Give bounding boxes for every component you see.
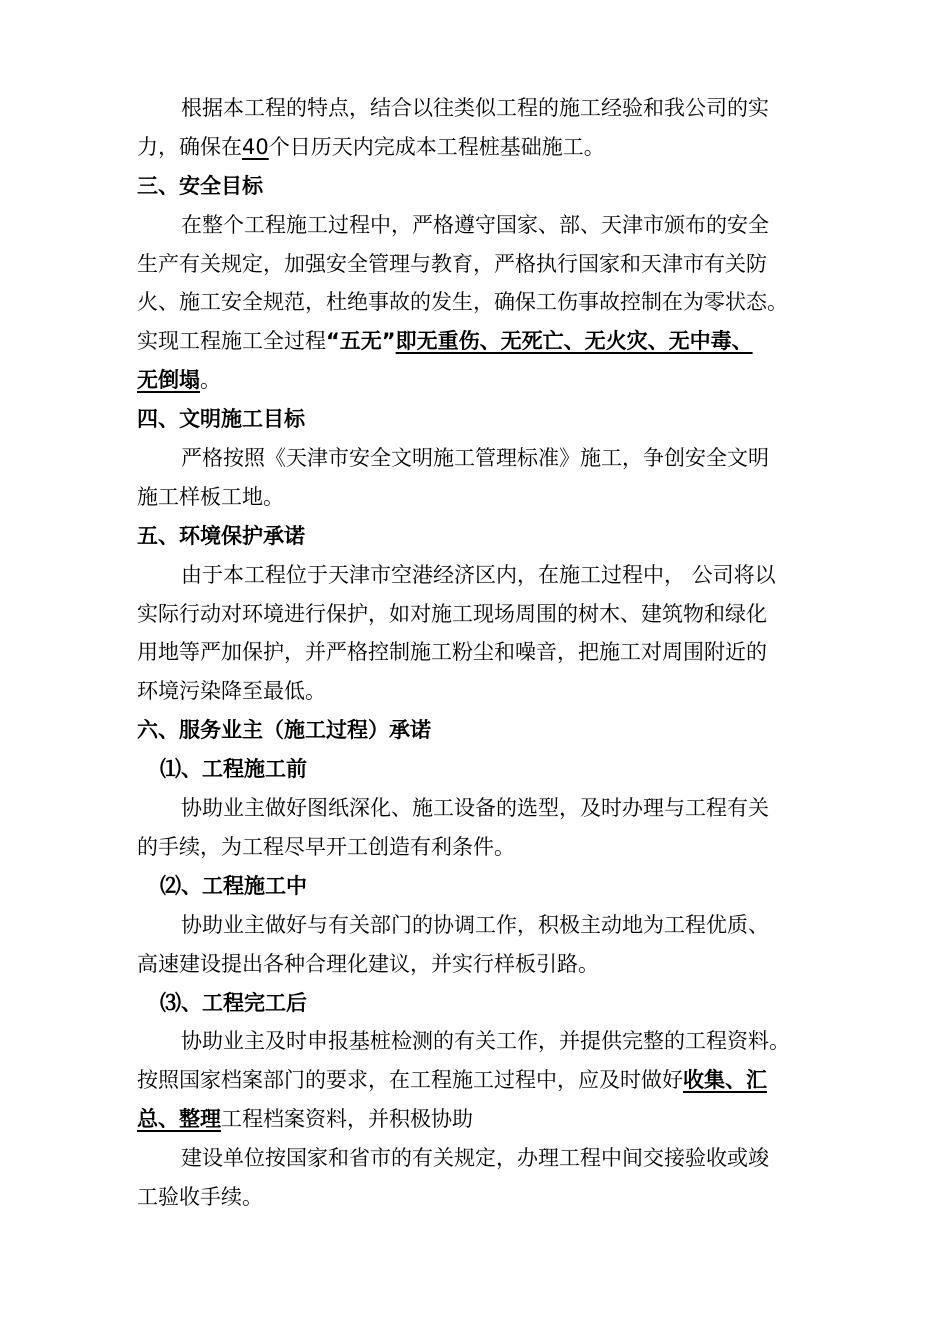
subsection-heading: ⑶、工程完工后 [160, 991, 307, 1015]
paragraph-line [181, 94, 881, 122]
paragraph-line: 在整个工程施工过程中，严格遵守国家、部、天津市颁布的安全 [181, 213, 769, 237]
paragraph-line: 火、施工安全规范，杜绝事故的发生，确保工伤事故控制在为零状态。 [137, 290, 788, 314]
paragraph-line [137, 1105, 837, 1133]
paragraph-line: 的手续，为工程尽早开工创造有利条件。 [137, 835, 515, 859]
paragraph-line: 严格按照《天津市安全文明施工管理标准》施工，争创安全文明 [181, 446, 769, 470]
text: 按照国家档案部门的要求，在工程施工过程中，应及时做好 [137, 1068, 683, 1092]
paragraph-line: 协助业主及时申报基桩检测的有关工作，并提供完整的工程资料。 [181, 1029, 790, 1053]
text: 根据本工程的特点，结合以往类似工程的施工经验和我公司的实 [181, 96, 769, 120]
paragraph-line: 实际行动对环境进行保护，如对施工现场周围的树木、建筑物和绿化 [137, 602, 767, 626]
paragraph-line: 协助业主做好与有关部门的协调工作，积极主动地为工程优质、 [181, 913, 769, 937]
bold-text: “五无” [326, 329, 396, 353]
subsection-heading: ⑴、工程施工前 [160, 757, 307, 781]
section-heading: 五、环境保护承诺 [137, 524, 305, 548]
paragraph-line [137, 1066, 837, 1094]
paragraph-line: 施工样板工地。 [137, 485, 284, 509]
section-heading: 三、安全目标 [137, 174, 263, 198]
underlined-text: 总、整理 [137, 1107, 221, 1131]
paragraph-line: 用地等严加保护，并严格控制施工粉尘和噪音，把施工对周围附近的 [137, 640, 767, 664]
paragraph-line: 生产有关规定，加强安全管理与教育，严格执行国家和天津市有关防 [137, 252, 767, 276]
text: 个日历天内完成本工程桩基础施工。 [268, 135, 605, 159]
paragraph-line: 建设单位按国家和省市的有关规定，办理工程中间交接验收或竣 [181, 1146, 769, 1170]
underlined-text: 无倒塌 [137, 368, 200, 392]
paragraph-line: 环境污染降至最低。 [137, 679, 326, 703]
text: 实现工程施工全过程 [137, 329, 326, 353]
underlined-text: 收集、汇 [683, 1068, 767, 1092]
paragraph-line [137, 133, 837, 161]
underlined-text: 即无重伤、无死亡、无火灾、无中毒、 [395, 329, 753, 353]
paragraph-line: 工验收手续。 [137, 1185, 263, 1209]
text: 。 [200, 368, 221, 392]
paragraph-line [137, 366, 837, 394]
paragraph-line: 协助业主做好图纸深化、施工设备的选型，及时办理与工程有关 [181, 796, 769, 820]
text: 工程档案资料，并积极协助 [221, 1107, 473, 1131]
section-heading: 六、服务业主（施工过程）承诺 [137, 718, 431, 742]
text: 力，确保在 [137, 135, 242, 159]
paragraph-line [137, 327, 837, 355]
paragraph-line: 由于本工程位于天津市空港经济区内，在施工过程中， 公司将以 [181, 563, 776, 587]
days-value: 40 [242, 135, 269, 159]
subsection-heading: ⑵、工程施工中 [160, 874, 307, 898]
section-heading: 四、文明施工目标 [137, 407, 305, 431]
paragraph-line: 高速建设提出各种合理化建议，并实行样板引路。 [137, 952, 599, 976]
